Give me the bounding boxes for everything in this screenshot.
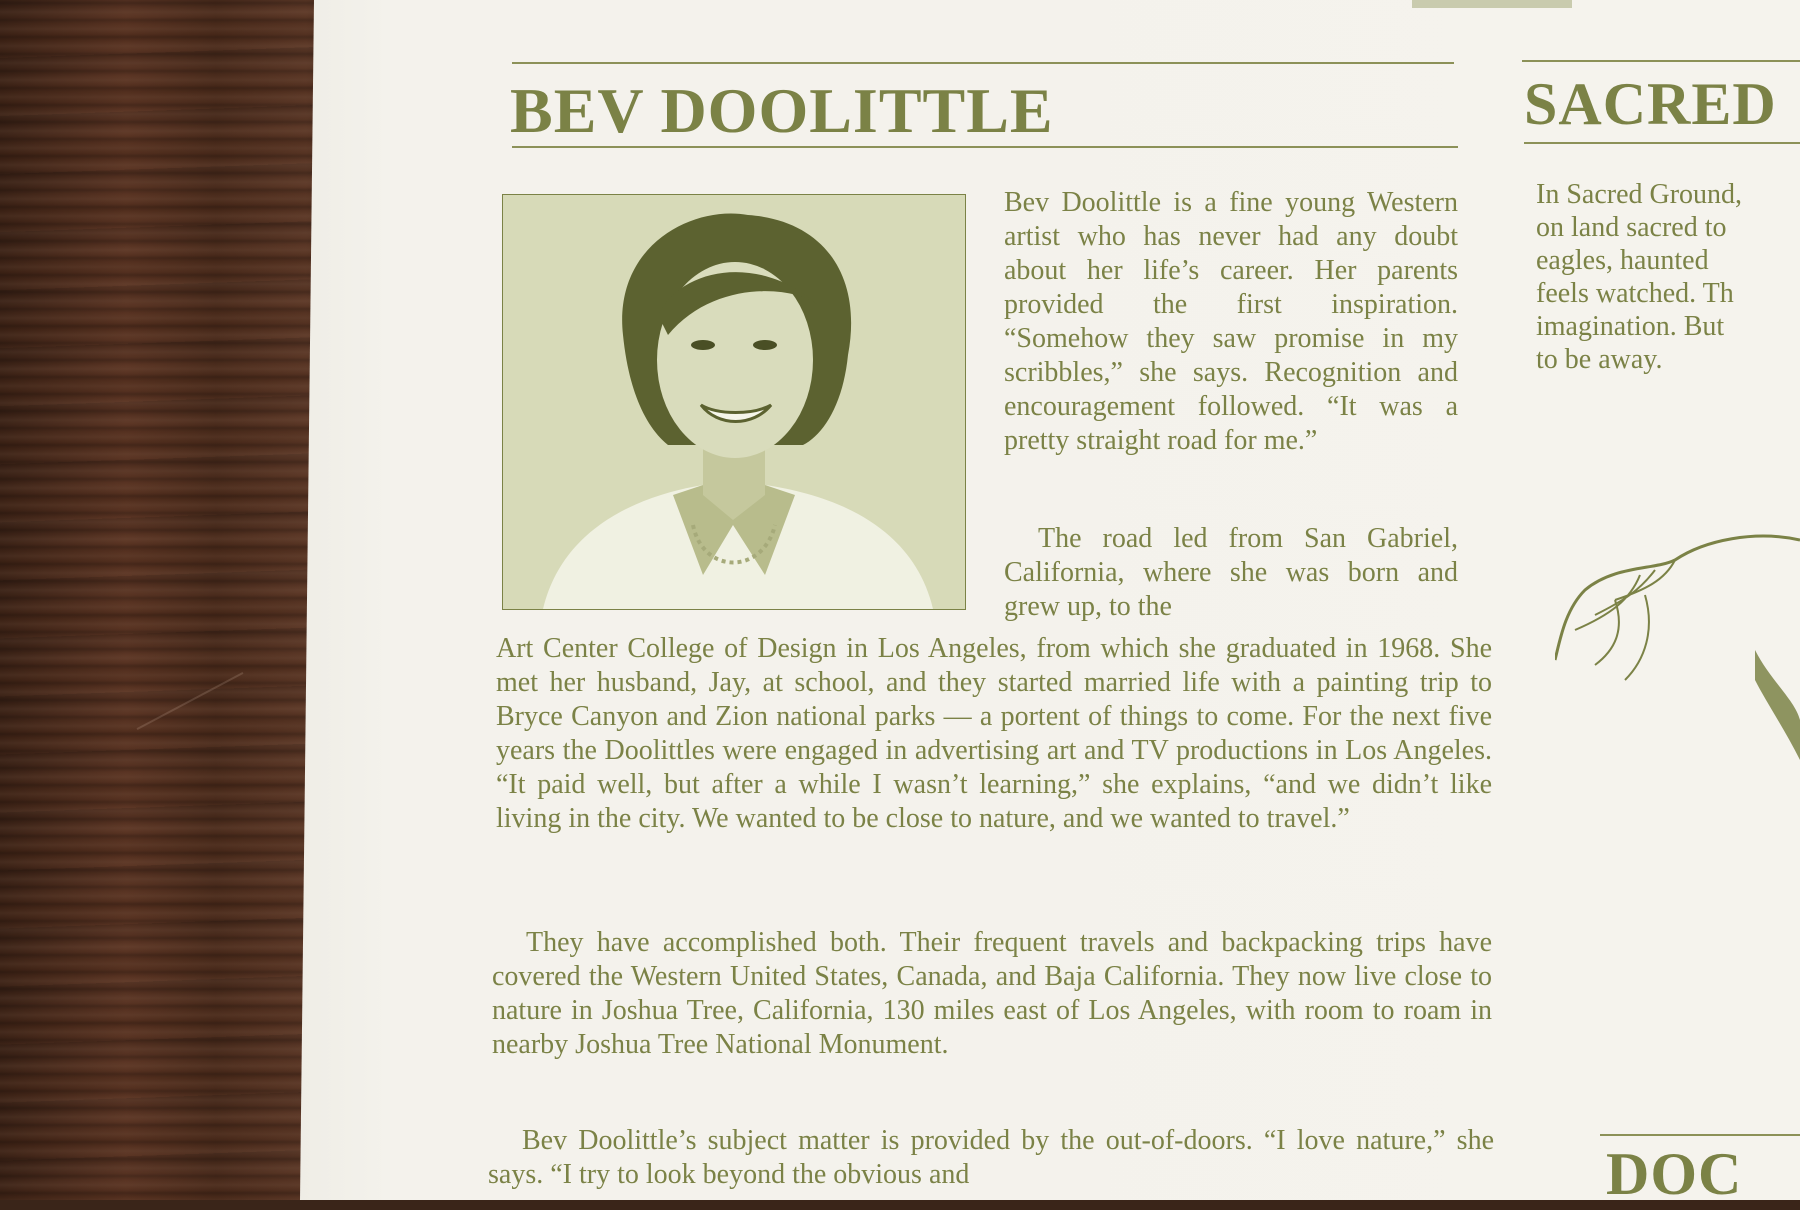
right-text-line: eagles, haunted: [1536, 245, 1709, 276]
paragraph-road-side: The road led from San Gabriel, California, where she was born and grew up, to the: [1004, 523, 1458, 622]
right-column-heading: SACRED: [1524, 71, 1777, 137]
right-text-line: feels watched. Th: [1536, 278, 1734, 309]
paragraph-accomplished: They have accomplished both. Their frequent travels and backpacking trips have covered the Western United States, Canada, and Baja California. They now live close to nature in Joshua Tree, California, 130 miles east of Los Angeles, with room to roam in nearby Joshua Tree National Monument.: [492, 927, 1492, 1060]
paragraph-road-full: Art Center College of Design in Los Angeles, from which she graduated in 1968. She met her husband, Jay, at school, and they started married life with a painting trip to Bryce Canyon and Zion national parks — a portent of things to come. For the next five years the Doolittles were engaged in advertising art and TV productions in Los Angeles. “It paid well, but after a while I wasn’t learning,” she explains, “and we didn’t like living in the city. We wanted to be close to nature, and we wanted to travel.”: [496, 633, 1492, 834]
heading-bottom-rule: [512, 146, 1458, 148]
bottom-right-heading: DOC: [1606, 1141, 1743, 1207]
right-text-line: on land sacred to: [1536, 212, 1727, 243]
right-text-line: to be away.: [1536, 344, 1663, 375]
portrait-photo: [502, 194, 966, 610]
paragraph-subject-matter: Bev Doolittle’s subject matter is provided by the out-of-doors. “I love nature,” she says. “I try to look beyond the obvious and: [488, 1125, 1494, 1190]
article-heading: BEV DOOLITTLE: [510, 75, 1054, 146]
bottom-right-rule: [1600, 1134, 1800, 1136]
right-column-text: [1536, 178, 1800, 376]
horse-illustration: [1555, 520, 1800, 760]
right-text-line: In Sacred Ground,: [1536, 179, 1743, 210]
portrait-illustration: [503, 195, 965, 609]
table-scratch: [137, 672, 244, 730]
right-text-line: imagination. But: [1536, 311, 1725, 342]
intro-paragraph: Bev Doolittle is a fine young Western artist who has never had any doubt about her life’s career. Her parents provided the first inspiration. “Somehow they saw promise in my scribbles,” she says. Recognition and encouragement followed. “It was a pretty straight road for me.”: [1004, 187, 1458, 456]
page-top-mark: [1412, 0, 1572, 8]
heading-top-rule: [512, 62, 1454, 64]
right-heading-top-rule: [1522, 60, 1800, 62]
right-heading-bottom-rule: [1524, 142, 1800, 144]
